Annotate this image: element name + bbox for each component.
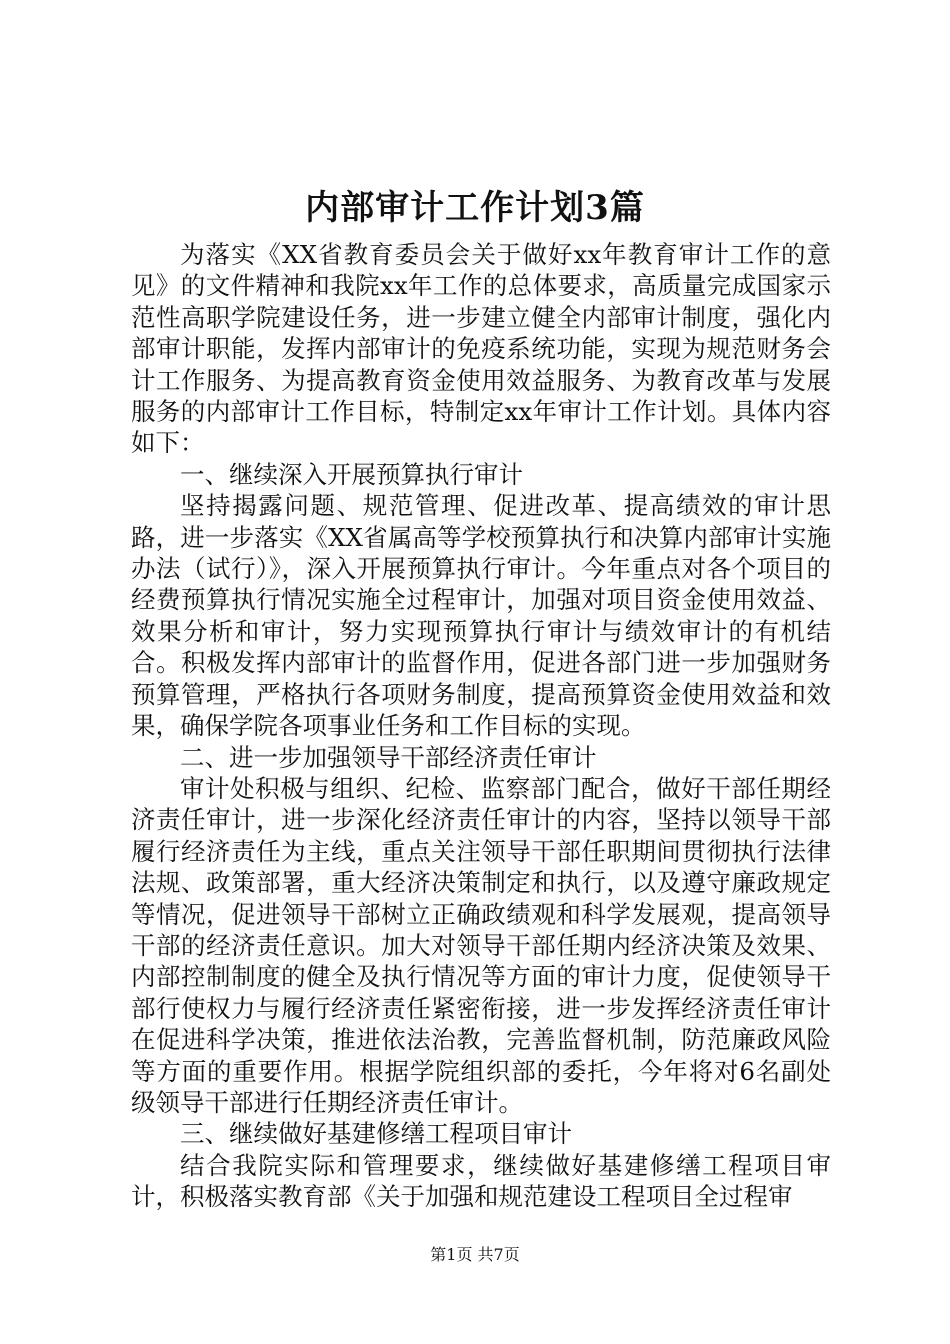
document-body: [131, 239, 831, 1213]
document-title: 内部审计工作计划3篇: [305, 188, 645, 228]
section-heading-2: 二、进一步加强领导干部经济责任审计: [180, 742, 597, 772]
section-paragraph-2: 审计处积极与组织、纪检、监察部门配合，做好干部任期经济责任审计，进一步深化经济责任审计的内容，坚持以领导干部履行经济责任为主线，重点关注领导干部任职期间贯彻执行法律法规、政策部署，重大经济决策制定和执行，以及遵守廉政规定等情况，促进领导干部树立正确政绩观和科学发展观，提高领导干部的经济责任意识。加大对领导干部任期内经济决策及效果、内部控制制度的健全及执行情况等方面的审计力度，促使领导干部行使权力与履行经济责任紧密衔接，进一步发挥经济责任审计在促进科学决策，推进依法治教，完善监督机制，防范廉政风险等方面的重要作用。根据学院组织部的委托，今年将对6名副处级领导干部进行任期经济责任审计。: [131, 773, 831, 1117]
section-heading-3: 三、继续做好基建修缮工程项目审计: [180, 1119, 572, 1149]
section-paragraph-1: 坚持揭露问题、规范管理、促进改革、提高绩效的审计思路，进一步落实《XX省属高等学校预算执行和决算内部审计实施办法（试行）》，深入开展预算执行审计。今年重点对各个项目的经费预算执行情况实施全过程审计，加强对项目资金使用效益、效果分析和审计，努力实现预算执行审计与绩效审计的有机结合。积极发挥内部审计的监督作用，促进各部门进一步加强财务预算管理，严格执行各项财务制度，提高预算资金使用效益和效果，确保学院各项事业任务和工作目标的实现。: [131, 491, 831, 741]
section-heading-1: 一、继续深入开展预算执行审计: [180, 459, 523, 489]
section-paragraph-3: 结合我院实际和管理要求，继续做好基建修缮工程项目审计，积极落实教育部《关于加强和规范建设工程项目全过程审: [131, 1150, 831, 1212]
intro-paragraph: 为落实《XX省教育委员会关于做好xx年教育审计工作的意见》的文件精神和我院xx年工作的总体要求，高质量完成国家示范性高职学院建设任务，进一步建立健全内部审计制度，强化内部审计职能，发挥内部审计的免疫系统功能，实现为规范财务会计工作服务、为提高教育资金使用效益服务、为教育改革与发展服务的内部审计工作目标，特制定xx年审计工作计划。具体内容如下：: [131, 240, 831, 458]
page-number-footer: 第1页 共7页: [430, 1245, 520, 1264]
